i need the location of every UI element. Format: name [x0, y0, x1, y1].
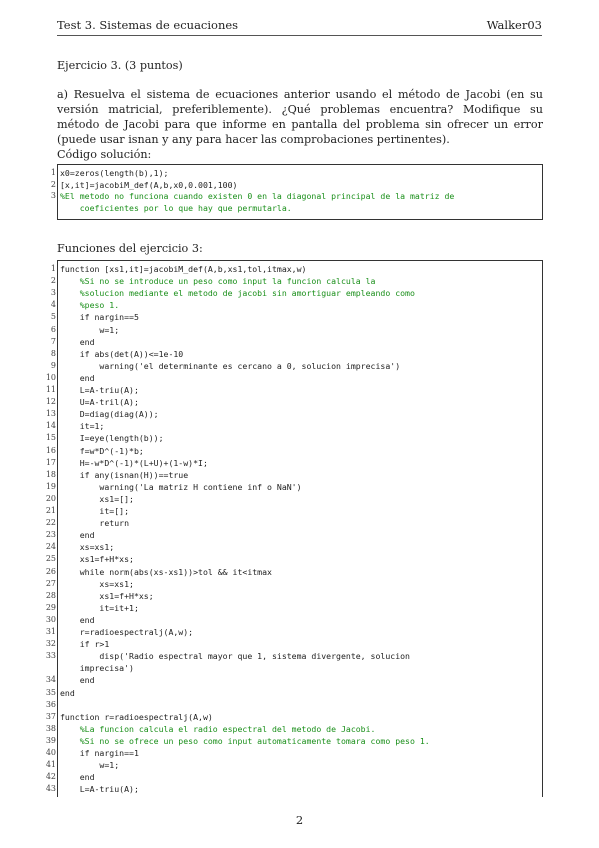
line-number: 42 — [45, 772, 56, 782]
line-number: 1 — [50, 168, 56, 177]
code-line: imprecisa') — [60, 663, 134, 674]
code-line: xs=xs1; — [60, 578, 134, 589]
line-number: 15 — [45, 433, 56, 443]
code-line: coeficientes por lo que hay que permutarla. — [60, 202, 292, 213]
code-line: [x,it]=jacobiM_def(A,b,x0,0.001,100) — [60, 179, 238, 190]
line-number: 28 — [45, 590, 56, 600]
code-line: if nargin==1 — [60, 748, 139, 758]
line-number: 16 — [45, 445, 56, 455]
code-line: end — [60, 530, 95, 541]
line-number: 14 — [45, 421, 56, 431]
code-line: while norm(abs(xs-xs1))>tol && it<itmax — [60, 566, 272, 577]
line-number: 21 — [45, 506, 56, 515]
code-line: H=-w*D^(-1)*(L+U)+(1-w)*I; — [60, 457, 208, 468]
line-number: 1 — [50, 264, 56, 273]
line-number: 39 — [45, 735, 56, 745]
line-number: 9 — [50, 360, 56, 370]
code-line: end — [60, 614, 95, 625]
line-number: 7 — [50, 336, 56, 346]
code-line: U=A-tril(A); — [60, 397, 139, 408]
code-line: I=eye(length(b)); — [60, 433, 164, 444]
code-line: %El metodo no funciona cuando existen 0 en la diagonal principal de la matriz de — [60, 191, 455, 201]
code-line: if nargin==5 — [60, 312, 139, 323]
line-number: 40 — [45, 748, 56, 757]
line-number: 18 — [45, 469, 56, 479]
functions-code-block — [45, 260, 543, 797]
line-number: 8 — [50, 348, 56, 358]
code-line: %Si no se introduce un peso como input la funcion calcula la — [60, 276, 376, 287]
code-line: %La funcion calcula el radio espectral del metodo de Jacobi. — [60, 723, 376, 734]
code-line: function r=radioespectralj(A,w) — [60, 711, 213, 722]
line-number: 26 — [45, 566, 56, 576]
running-header — [57, 18, 542, 34]
line-number: 43 — [45, 784, 56, 794]
code-line: x0=zeros(length(b),1); — [60, 168, 169, 178]
code-line: it=[]; — [60, 506, 130, 516]
header-title: Test 3. Sistemas de ecuaciones — [57, 18, 239, 32]
code-line: f=w*D^(-1)*b; — [60, 445, 144, 456]
line-number: 29 — [45, 602, 56, 612]
line-number: 17 — [45, 457, 56, 467]
line-number: 11 — [45, 385, 56, 394]
code-line: L=A-triu(A); — [60, 385, 139, 395]
code-line: D=diag(diag(A)); — [60, 409, 159, 420]
line-number: 6 — [50, 324, 56, 334]
code-line: %solucion mediante el metodo de jacobi sin amortiguar empleando como — [60, 288, 415, 299]
line-number: 34 — [45, 675, 56, 685]
line-number: 5 — [50, 312, 56, 322]
code-line: xs1=f+H*xs; — [60, 554, 134, 565]
line-number: 36 — [45, 699, 56, 709]
line-number: 32 — [45, 639, 56, 649]
line-number: 25 — [45, 554, 56, 564]
exercise-statement: a) Resuelva el sistema de ecuaciones anterior usando el método de Jacobi (en su versión matricial, preferiblemente). ¿Qué problemas encuentra? Modifique su método de Jacobi para que informe en pantalla del problema sin ofrecer un error (puede usar isnan y any para hacer las comprobaciones pertinentes). — [57, 88, 543, 146]
line-number: 35 — [45, 687, 56, 697]
line-number: 41 — [45, 760, 56, 770]
exercise-title: Ejercicio 3. (3 puntos) — [57, 59, 183, 72]
code-line: it=1; — [60, 421, 105, 432]
line-number: 20 — [45, 493, 56, 503]
line-number: 22 — [45, 518, 56, 528]
line-number: 4 — [50, 300, 56, 310]
code-line: w=1; — [60, 324, 120, 335]
line-number: 2 — [50, 179, 56, 189]
solution-code-block — [50, 164, 543, 220]
code-line: %Si no se ofrece un peso como input automaticamente tomara como peso 1. — [60, 735, 430, 746]
page-number: 2 — [295, 813, 304, 827]
code-line: warning('el determinante es cercano a 0, solucion imprecisa') — [60, 360, 401, 371]
line-number: 3 — [50, 288, 56, 298]
line-number: 38 — [45, 723, 56, 733]
code-line: end — [60, 336, 95, 347]
line-number: 19 — [45, 481, 56, 491]
code-line: end — [60, 687, 75, 698]
code-line: end — [60, 372, 95, 383]
code-line: L=A-triu(A); — [60, 784, 139, 795]
code-line: function [xs1,it]=jacobiM_def(A,b,xs1,tol,itmax,w) — [60, 264, 307, 274]
functions-label: Funciones del ejercicio 3: — [57, 242, 203, 255]
code-line: w=1; — [60, 760, 120, 771]
code-line: r=radioespectralj(A,w); — [60, 627, 194, 637]
code-line: return — [60, 518, 130, 529]
line-number: 30 — [45, 614, 56, 624]
line-number: 10 — [45, 372, 56, 382]
header-rule — [57, 35, 542, 36]
line-number: 27 — [45, 578, 56, 588]
code-line: warning('La matriz H contiene inf o NaN') — [60, 481, 302, 492]
code-line: %peso 1. — [60, 300, 120, 311]
code-line: disp('Radio espectral mayor que 1, sistema divergente, solucion — [60, 651, 410, 662]
header-author: Walker03 — [486, 18, 542, 32]
line-number: 24 — [45, 542, 56, 552]
line-number: 37 — [45, 711, 56, 721]
code-line: end — [60, 772, 95, 783]
line-number: 3 — [50, 191, 56, 200]
line-number: 33 — [45, 651, 56, 661]
line-number: 13 — [45, 409, 56, 419]
code-line: end — [60, 675, 95, 686]
line-number: 23 — [45, 530, 56, 540]
solution-label: Código solución: — [57, 148, 152, 161]
line-number: 31 — [45, 627, 56, 636]
code-line: if any(isnan(H))==true — [60, 469, 189, 480]
line-number: 12 — [45, 397, 56, 407]
code-line: xs1=f+H*xs; — [60, 590, 154, 601]
line-number: 2 — [50, 276, 56, 286]
code-line: xs1=[]; — [60, 493, 134, 504]
code-line: it=it+1; — [60, 602, 139, 613]
code-line: xs=xs1; — [60, 542, 115, 553]
code-line: if abs(det(A))<=1e-10 — [60, 348, 184, 359]
code-line: if r>1 — [60, 639, 110, 650]
